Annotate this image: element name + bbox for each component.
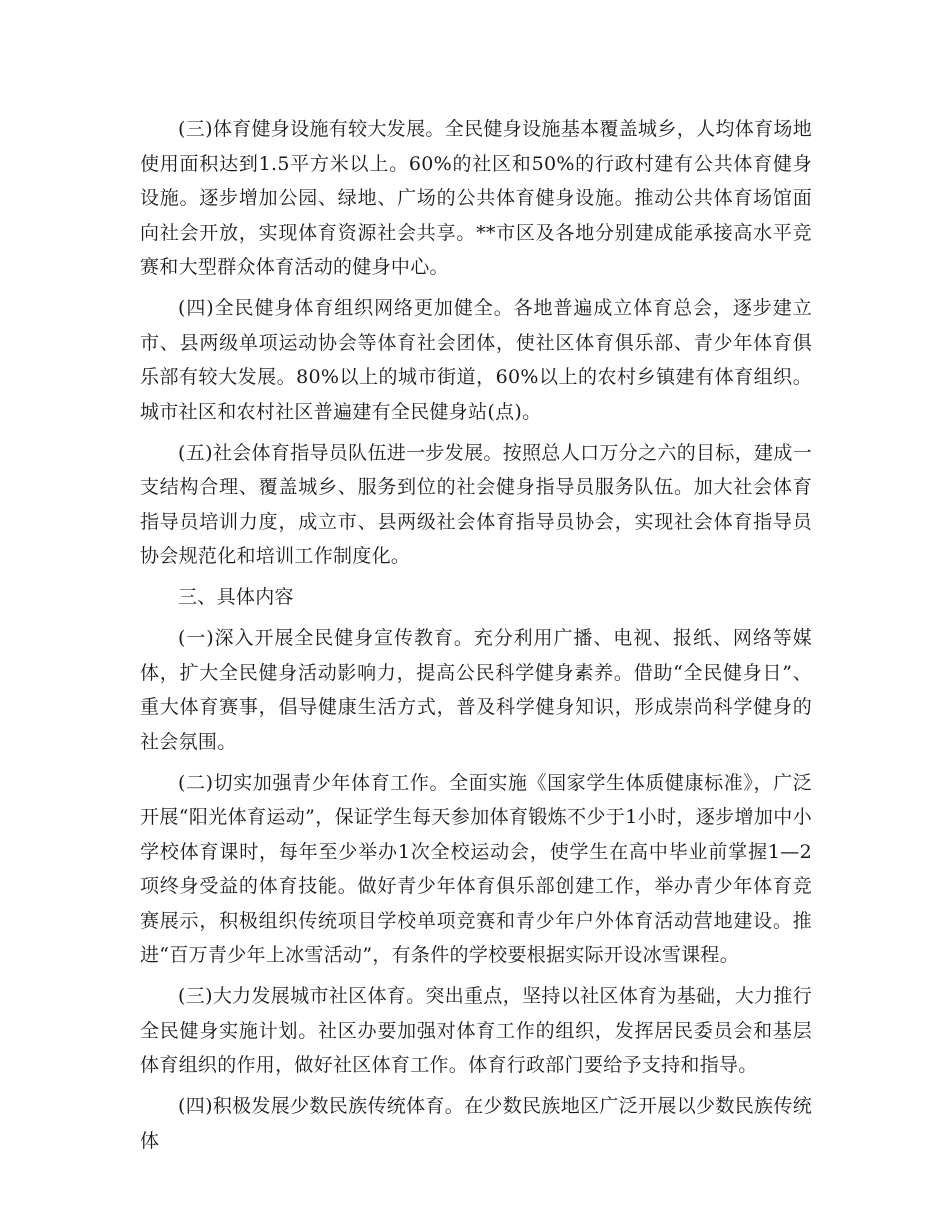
section-heading-specific-content: 三、具体内容 xyxy=(178,586,294,608)
paragraph-fitness-publicity: (一)深入开展全民健身宣传教育。充分利用广播、电视、报纸、网络等媒体，扩大全民健身活动影响力，提高公民科学健身素养。借助“全民健身日”、重大体育赛事，倡导健康生活方式，普及科学健身知识，形成崇尚科学健身的社会氛围。 xyxy=(140,627,812,753)
paragraph-youth-sports: (二)切实加强青少年体育工作。全面实施《国家学生体质健康标准》，广泛开展“阳光体育运动”，保证学生每天参加体育锻炼不少于1小时，逐步增加中小学校体育课时，每年至少举办1次全校运动会，使学生在高中毕业前掌握1—2项终身受益的体育技能。做好青少年体育俱乐部创建工作，举办青少年体育竞赛展示，积极组织传统项目学校单项竞赛和青少年户外体育活动营地建设。推进“百万青少年上冰雪活动”，有条件的学校要根据实际开设冰雪课程。 xyxy=(140,771,812,966)
document-body xyxy=(140,112,812,1165)
paragraph-ethnic-traditional-sports: (四)积极发展少数民族传统体育。在少数民族地区广泛开展以少数民族传统体 xyxy=(140,1095,812,1152)
paragraph-community-sports: (三)大力发展城市社区体育。突出重点，坚持以社区体育为基础，大力推行全民健身实施计划。社区办要加强对体育工作的组织，发挥居民委员会和基层体育组织的作用，做好社区体育工作。体育行政部门要给予支持和指导。 xyxy=(140,985,812,1076)
paragraph-sports-organization-network: (四)全民健身体育组织网络更加健全。各地普遍成立体育总会，逐步建立市、县两级单项运动协会等体育社会团体，使社区体育俱乐部、青少年体育俱乐部有较大发展。80%以上的城市街道，60%以上的农村乡镇建有体育组织。城市社区和农村社区普遍建有全民健身站(点)。 xyxy=(140,297,812,423)
paragraph-sports-facilities: (三)体育健身设施有较大发展。全民健身设施基本覆盖城乡，人均体育场地使用面积达到1.5平方米以上。60%的社区和50%的行政村建有公共体育健身设施。逐步增加公园、绿地、广场的公共体育健身设施。推动公共体育场馆面向社会开放，实现体育资源社会共享。**市区及各地分别建成能承接高水平竞赛和大型群众体育活动的健身中心。 xyxy=(140,118,812,278)
paragraph-social-sports-instructors: (五)社会体育指导员队伍进一步发展。按照总人口万分之六的目标，建成一支结构合理、覆盖城乡、服务到位的社会健身指导员服务队伍。加大社会体育指导员培训力度，成立市、县两级社会体育指导员协会，实现社会体育指导员协会规范化和培训工作制度化。 xyxy=(140,441,812,567)
